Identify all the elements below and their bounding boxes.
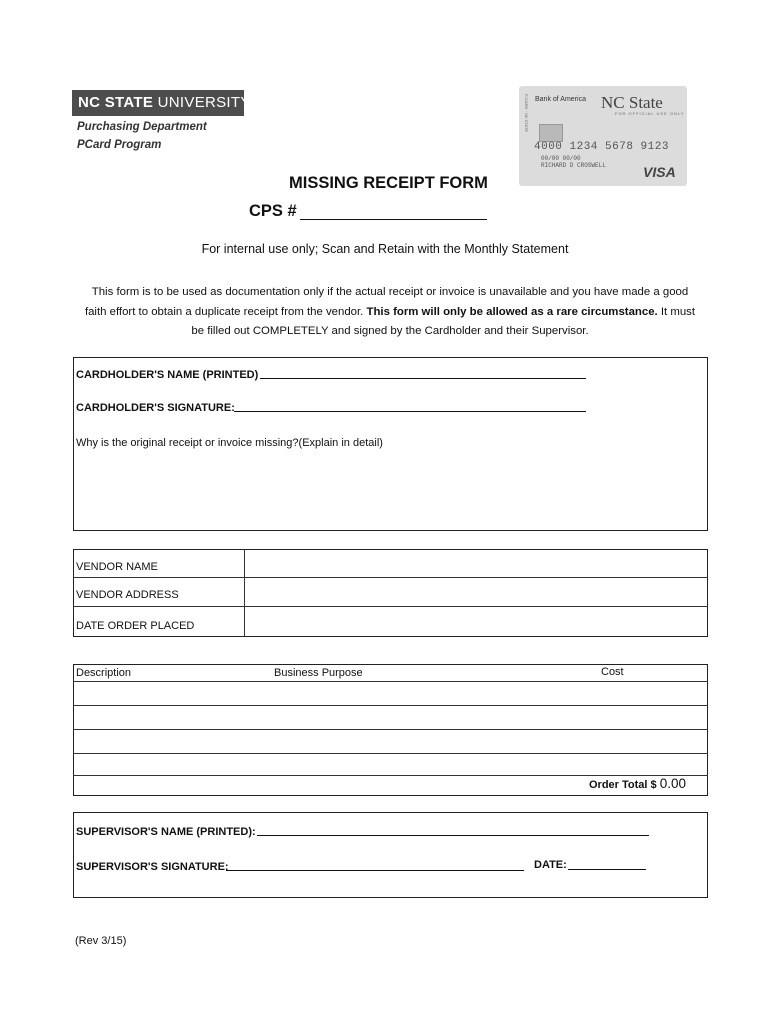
instructions-paragraph	[80, 283, 700, 342]
card-dates: 00/00 00/00	[541, 155, 581, 162]
card-holder: RICHARD D CROSWELL	[541, 161, 606, 169]
vendor-address-label: VENDOR ADDRESS	[76, 589, 179, 601]
items-row-divider	[73, 681, 708, 682]
cardholder-name-label: CARDHOLDER'S NAME (PRINTED)	[76, 369, 259, 381]
nc-state-logo	[72, 90, 251, 116]
card-number: 4000 1234 5678 9123	[534, 141, 669, 153]
items-row-divider	[73, 753, 708, 754]
program-name: PCard Program	[77, 139, 162, 151]
vendor-address-field[interactable]	[250, 584, 700, 602]
item-row[interactable]	[76, 708, 702, 727]
internal-use-note: For internal use only; Scan and Retain with the Monthly Statement	[201, 242, 569, 256]
instructions-bold: This form will only be allowed as a rare circumstance.	[366, 305, 658, 318]
vendor-row-divider	[73, 577, 708, 578]
logo-light-text: UNIVERSITY	[157, 94, 251, 111]
cardholder-name-field[interactable]	[260, 378, 586, 379]
department-name: Purchasing Department	[77, 121, 207, 133]
vendor-name-field[interactable]	[250, 556, 700, 574]
business-purpose-column-header: Business Purpose	[274, 667, 363, 679]
items-row-divider	[73, 705, 708, 706]
supervisor-name-field[interactable]	[257, 835, 649, 836]
missing-reason-question	[76, 437, 383, 449]
order-total	[589, 776, 686, 791]
cost-column-header: Cost	[601, 666, 624, 678]
items-row-divider	[73, 729, 708, 730]
card-embossing	[541, 156, 606, 169]
visa-logo: VISA	[643, 164, 676, 180]
item-row[interactable]	[76, 684, 702, 703]
vendor-row-divider	[73, 606, 708, 607]
supervisor-name-label: SUPERVISOR'S NAME (PRINTED):	[76, 826, 256, 838]
item-row[interactable]	[76, 732, 702, 751]
revision-note: (Rev 3/15)	[75, 935, 127, 947]
cps-number-field[interactable]	[300, 219, 487, 220]
date-order-placed-field[interactable]	[250, 613, 700, 631]
card-vertical-text: P-CARD · NC STATE	[524, 94, 529, 133]
instructions-text-1: This form is to be used as documentation only if the actual receipt or invoice is unavailable and you have made a good faith effort to obtain a duplicate receipt from the vendor.	[84, 286, 689, 318]
order-total-label: Order Total $	[589, 779, 657, 791]
card-bank-name: Bank of America	[535, 96, 586, 103]
missing-reason-text: Why is the original receipt or invoice missing?	[76, 437, 299, 449]
card-brand: NC State	[601, 93, 663, 112]
missing-reason-hint: (Explain in detail)	[298, 437, 383, 449]
date-order-placed-label: DATE ORDER PLACED	[76, 620, 195, 632]
supervisor-date-label: DATE:	[534, 859, 567, 871]
description-column-header: Description	[76, 667, 132, 679]
vendor-name-label: VENDOR NAME	[76, 561, 158, 573]
supervisor-date-field[interactable]	[568, 869, 646, 870]
card-chip-icon	[539, 124, 563, 142]
cardholder-signature-label: CARDHOLDER'S SIGNATURE:	[76, 402, 235, 414]
pcard-image	[519, 86, 687, 186]
form-title: MISSING RECEIPT FORM	[289, 174, 488, 192]
supervisor-signature-field[interactable]	[226, 870, 524, 871]
missing-reason-field[interactable]	[78, 455, 698, 523]
vendor-column-divider	[244, 549, 245, 637]
item-row[interactable]	[76, 756, 702, 773]
instructions-text-2: It must be filled out COMPLETELY and signed by the Cardholder and their Supervisor.	[191, 305, 696, 337]
cps-label: CPS #	[249, 202, 297, 220]
supervisor-signature-label: SUPERVISOR'S SIGNATURE:	[76, 861, 229, 873]
logo-bold-text: NC STATE	[78, 94, 154, 111]
cardholder-signature-field[interactable]	[234, 411, 586, 412]
order-total-value: 0.00	[659, 776, 686, 791]
card-brand-sub: FOR OFFICIAL USE ONLY	[615, 111, 685, 116]
supervisor-section	[73, 812, 708, 898]
